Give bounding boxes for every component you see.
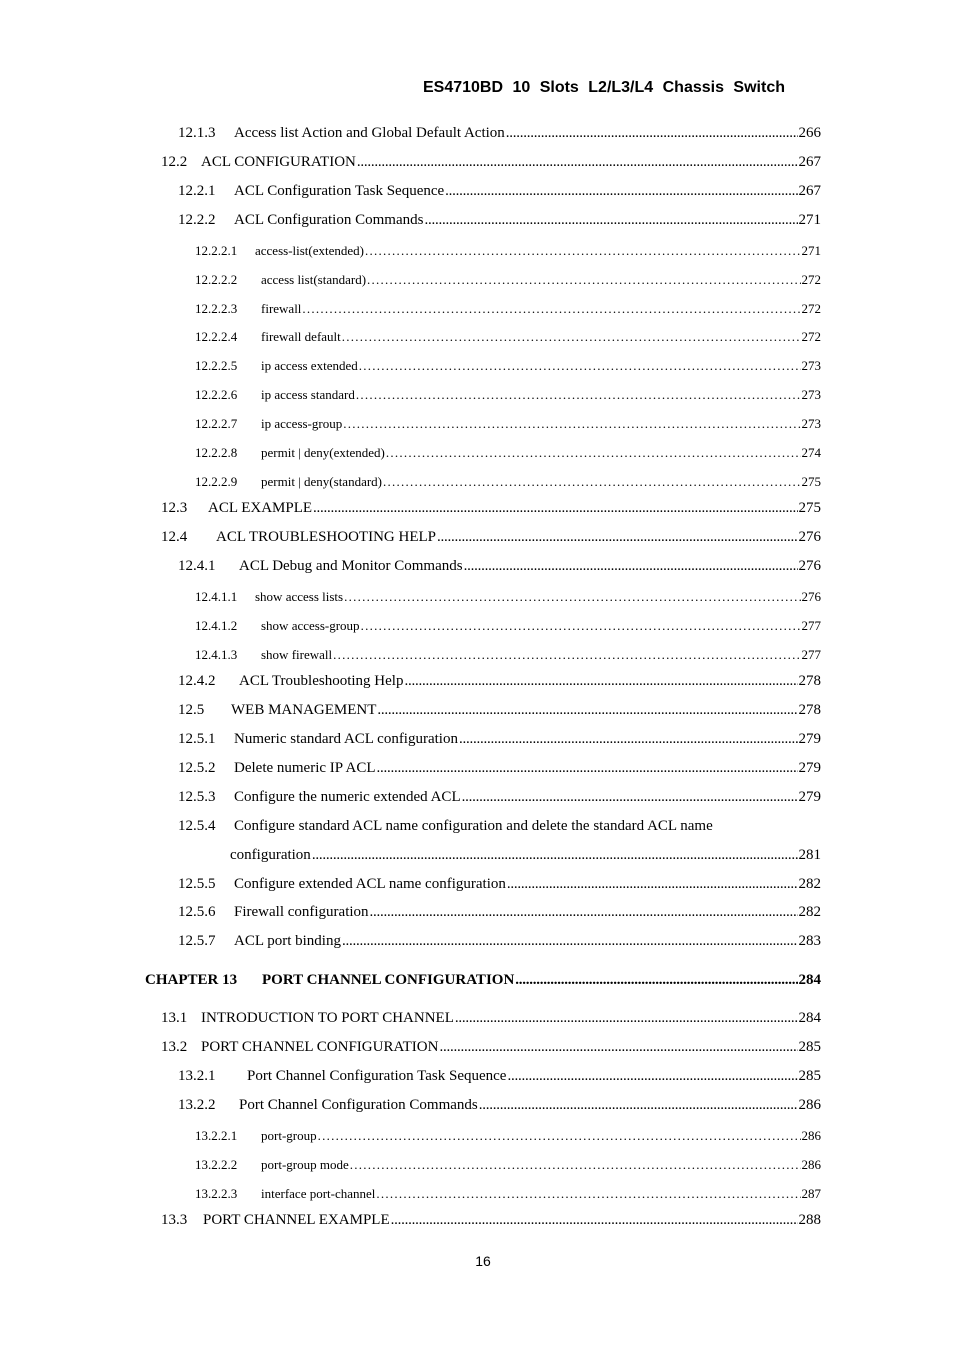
- toc-leader: [367, 272, 800, 288]
- toc-leader: [377, 702, 797, 719]
- toc-number: 12.2.2.4: [195, 329, 238, 344]
- toc-page: 288: [798, 1212, 821, 1228]
- toc-entry[interactable]: [195, 618, 821, 634]
- toc-leader: [356, 387, 801, 403]
- toc-leader: [464, 558, 798, 575]
- toc-title: PORT CHANNEL CONFIGURATION: [262, 972, 515, 988]
- toc-number: 13.3: [161, 1212, 188, 1228]
- toc-number: CHAPTER 13: [145, 972, 238, 988]
- toc-title: Configure the numeric extended ACL: [234, 789, 461, 805]
- toc-page: 272: [801, 329, 821, 344]
- toc-number: 13.2: [161, 1039, 188, 1055]
- toc-title: PORT CHANNEL CONFIGURATION: [201, 1039, 439, 1055]
- toc-page: 284: [798, 972, 821, 988]
- toc-page: 274: [801, 445, 821, 460]
- toc-number: 12.3: [161, 500, 188, 516]
- toc-entry[interactable]: [195, 272, 821, 288]
- toc-title: Access list Action and Global Default Action: [234, 125, 505, 141]
- toc-title: configuration: [230, 847, 311, 863]
- toc-leader: [506, 125, 798, 142]
- toc-title: port-group mode: [261, 1157, 349, 1172]
- toc-number: 13.1: [161, 1010, 188, 1026]
- toc-entry[interactable]: [195, 589, 821, 605]
- toc-entry[interactable]: [195, 387, 821, 403]
- toc-title: ACL Configuration Task Sequence: [234, 183, 445, 199]
- toc-title: Port Channel Configuration Commands: [239, 1097, 478, 1113]
- toc-page: 283: [798, 933, 821, 949]
- toc-leader: [404, 673, 797, 690]
- toc-number: 12.2: [161, 154, 188, 170]
- toc-page: 276: [798, 529, 821, 545]
- toc-number: 12.4.1.2: [195, 618, 238, 633]
- toc-leader: [342, 933, 798, 950]
- toc-number: 12.5.5: [178, 876, 216, 892]
- toc-page: 285: [798, 1068, 821, 1084]
- toc-leader: [391, 1212, 798, 1229]
- toc-title: INTRODUCTION TO PORT CHANNEL: [201, 1010, 454, 1026]
- toc-number: 12.2.2.9: [195, 474, 238, 489]
- toc-entry[interactable]: [178, 125, 821, 142]
- toc-leader: [357, 154, 798, 171]
- toc-title: firewall: [261, 301, 302, 316]
- toc-page: 271: [798, 212, 821, 228]
- toc-number: 13.2.2.1: [195, 1128, 238, 1143]
- toc-number: 12.2.2.3: [195, 301, 238, 316]
- toc-number: 12.5.2: [178, 760, 216, 776]
- toc-leader: [507, 876, 798, 893]
- toc-page: 278: [798, 702, 821, 718]
- toc-page: 277: [801, 647, 821, 662]
- toc-number: 12.5.4: [178, 818, 216, 834]
- toc-leader: [437, 529, 798, 546]
- toc-title: Delete numeric IP ACL: [234, 760, 376, 776]
- toc-leader: [462, 789, 798, 806]
- toc-title: Port Channel Configuration Task Sequence: [247, 1068, 507, 1084]
- toc-leader: [370, 904, 798, 921]
- toc-page: 273: [801, 387, 821, 402]
- toc-page: 275: [801, 474, 821, 489]
- toc-number: 12.5.7: [178, 933, 216, 949]
- toc-title: show firewall: [261, 647, 333, 662]
- toc-entry[interactable]: [178, 876, 821, 893]
- toc-entry[interactable]: [178, 789, 821, 806]
- toc-entry[interactable]: [195, 1128, 821, 1144]
- toc-chapter-entry[interactable]: [145, 972, 821, 989]
- toc-entry[interactable]: [195, 1186, 821, 1202]
- toc-page: 286: [798, 1097, 821, 1113]
- toc-leader: [361, 618, 801, 634]
- toc-title: show access lists: [255, 589, 344, 604]
- toc-title: ACL Configuration Commands: [234, 212, 424, 228]
- toc-title: show access-group: [261, 618, 360, 633]
- toc-leader: [313, 500, 797, 517]
- toc-number: 12.2.2.5: [195, 358, 238, 373]
- toc-leader: [424, 212, 797, 229]
- toc-entry[interactable]: [195, 474, 821, 490]
- toc-number: 13.2.2.2: [195, 1157, 238, 1172]
- toc-entry[interactable]: [195, 358, 821, 374]
- toc-leader: [377, 760, 798, 777]
- toc-entry[interactable]: [178, 558, 821, 575]
- toc-entry[interactable]: [178, 904, 821, 921]
- toc-page: 277: [801, 618, 821, 633]
- toc-entry[interactable]: [178, 673, 821, 690]
- running-header: ES4710BD 10 Slots L2/L3/L4 Chassis Switch: [422, 79, 785, 96]
- toc-entry[interactable]: [195, 329, 821, 345]
- toc-page: 275: [798, 500, 821, 516]
- toc-page: 286: [801, 1128, 821, 1143]
- toc-page: 267: [798, 183, 821, 199]
- toc-entry[interactable]: [178, 1068, 821, 1085]
- toc-number: 12.4.2: [178, 673, 216, 689]
- toc-number: 13.2.1: [178, 1068, 216, 1084]
- toc-page: 272: [801, 272, 821, 287]
- toc-title: interface port-channel: [261, 1186, 376, 1201]
- toc-leader: [302, 301, 800, 317]
- toc-leader: [383, 474, 800, 490]
- toc-leader: [342, 329, 801, 345]
- toc-entry[interactable]: [195, 243, 821, 259]
- toc-leader: [333, 647, 800, 663]
- toc-page: 284: [798, 1010, 821, 1026]
- toc-title: ACL port binding: [234, 933, 341, 949]
- toc-leader: [507, 1068, 797, 1085]
- toc-title: access-list(extended): [255, 243, 365, 258]
- toc-entry-continuation[interactable]: [230, 847, 821, 864]
- toc-title: ACL EXAMPLE: [208, 500, 313, 516]
- toc-number: 12.4.1.1: [195, 589, 238, 604]
- toc-entry[interactable]: [178, 818, 713, 835]
- toc-entry[interactable]: [195, 647, 821, 663]
- toc-entry[interactable]: [161, 529, 821, 546]
- toc-title: firewall default: [261, 329, 341, 344]
- toc-leader: [479, 1097, 798, 1114]
- toc-leader: [376, 1186, 800, 1202]
- toc-number: 12.2.2.8: [195, 445, 238, 460]
- toc-number: 13.2.2: [178, 1097, 216, 1113]
- toc-entry[interactable]: [195, 1157, 821, 1173]
- toc-title: ACL CONFIGURATION: [201, 154, 356, 170]
- page-number: 16: [475, 1253, 491, 1269]
- toc-page: 282: [798, 904, 821, 920]
- toc-page: 279: [798, 760, 821, 776]
- toc-page: 279: [798, 731, 821, 747]
- toc-title: Configure standard ACL name configuration and delete the standard ACL name: [234, 818, 713, 834]
- toc-title: access list(standard): [261, 272, 367, 287]
- toc-leader: [455, 1010, 798, 1027]
- toc-page: 276: [798, 558, 821, 574]
- toc-number: 13.2.2.3: [195, 1186, 238, 1201]
- toc-entry[interactable]: [195, 445, 821, 461]
- toc-title: ip access-group: [261, 416, 343, 431]
- toc-entry[interactable]: [178, 933, 821, 950]
- toc-number: 12.2.1: [178, 183, 216, 199]
- toc-number: 12.2.2.7: [195, 416, 238, 431]
- toc-leader: [318, 1128, 801, 1144]
- toc-entry[interactable]: [178, 731, 821, 748]
- toc-leader: [350, 1157, 801, 1173]
- toc-page: 281: [798, 847, 821, 863]
- toc-page: 273: [801, 416, 821, 431]
- toc-title: ACL Troubleshooting Help: [239, 673, 404, 689]
- toc-title: Firewall configuration: [234, 904, 369, 920]
- toc-entry[interactable]: [178, 212, 821, 229]
- toc-leader: [445, 183, 797, 200]
- toc-title: PORT CHANNEL EXAMPLE: [203, 1212, 390, 1228]
- toc-number: 12.5.6: [178, 904, 216, 920]
- toc-leader: [359, 358, 801, 374]
- toc-entry[interactable]: [178, 1097, 821, 1114]
- toc-entry[interactable]: [161, 1010, 821, 1027]
- toc-number: 12.5.1: [178, 731, 216, 747]
- toc-entry[interactable]: [161, 1039, 821, 1056]
- toc-leader: [515, 972, 797, 989]
- toc-leader: [343, 416, 800, 432]
- toc-page: 287: [801, 1186, 821, 1201]
- toc-title: permit | deny(extended): [261, 445, 385, 460]
- toc-page: 273: [801, 358, 821, 373]
- toc-title: port-group: [261, 1128, 317, 1143]
- toc-page: 285: [798, 1039, 821, 1055]
- toc-number: 12.5.3: [178, 789, 216, 805]
- toc-number: 12.4.1: [178, 558, 216, 574]
- toc-number: 12.1.3: [178, 125, 216, 141]
- toc-number: 12.4.1.3: [195, 647, 238, 662]
- toc-entry[interactable]: [195, 416, 821, 432]
- toc-page: 267: [798, 154, 821, 170]
- toc-number: 12.2.2: [178, 212, 216, 228]
- toc-leader: [312, 847, 798, 864]
- toc-entry[interactable]: [161, 154, 821, 171]
- toc-number: 12.2.2.6: [195, 387, 238, 402]
- toc-title: WEB MANAGEMENT: [231, 702, 377, 718]
- toc-page: 266: [798, 125, 821, 141]
- toc-entry[interactable]: [161, 1212, 821, 1229]
- toc-page: 279: [798, 789, 821, 805]
- toc-entry[interactable]: [161, 500, 821, 517]
- toc-title: ACL TROUBLESHOOTING HELP: [216, 529, 436, 545]
- toc-entry[interactable]: [178, 760, 821, 777]
- toc-entry[interactable]: [195, 301, 821, 317]
- toc-title: ip access extended: [261, 358, 358, 373]
- toc-number: 12.4: [161, 529, 188, 545]
- toc-title: Configure extended ACL name configuration: [234, 876, 506, 892]
- toc-page: 278: [798, 673, 821, 689]
- toc-title: Numeric standard ACL configuration: [234, 731, 458, 747]
- toc-number: 12.2.2.1: [195, 243, 238, 258]
- toc-page: 272: [801, 301, 821, 316]
- toc-title: permit | deny(standard): [261, 474, 383, 489]
- toc-leader: [439, 1039, 797, 1056]
- toc-number: 12.5: [178, 702, 205, 718]
- toc-page: 282: [798, 876, 821, 892]
- toc-leader: [459, 731, 798, 748]
- toc-page: 271: [801, 243, 821, 258]
- toc-page: 276: [801, 589, 821, 604]
- toc-entry[interactable]: [178, 702, 821, 719]
- toc-page: 286: [801, 1157, 821, 1172]
- toc-leader: [365, 243, 800, 259]
- toc-leader: [386, 445, 801, 461]
- toc-number: 12.2.2.2: [195, 272, 238, 287]
- toc-leader: [344, 589, 800, 605]
- toc-title: ip access standard: [261, 387, 355, 402]
- toc-title: ACL Debug and Monitor Commands: [239, 558, 463, 574]
- toc-entry[interactable]: [178, 183, 821, 200]
